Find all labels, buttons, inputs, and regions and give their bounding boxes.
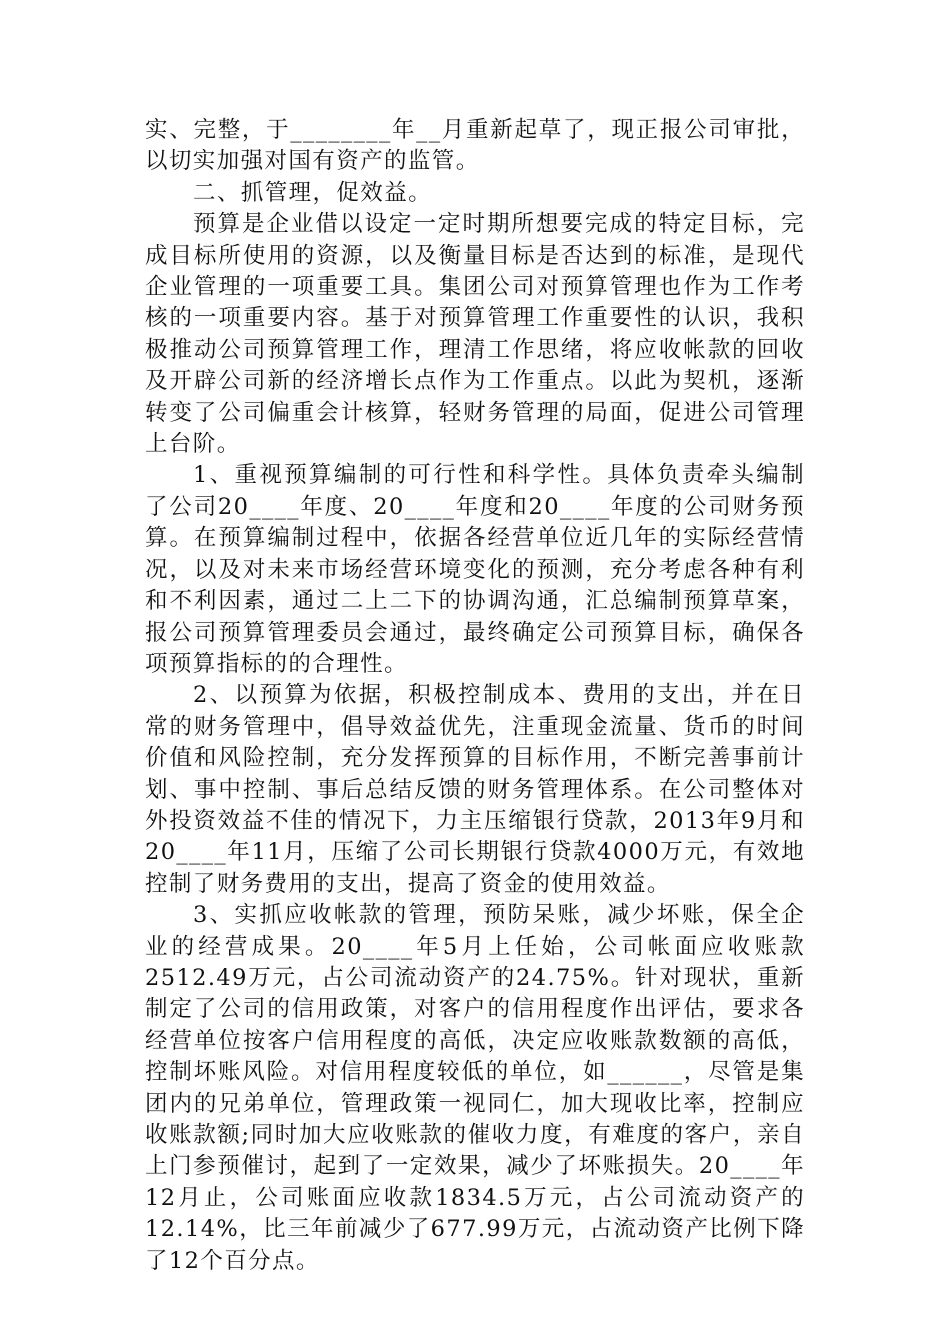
- paragraph-receivables: 3、实抓应收帐款的管理，预防呆账，减少坏账，保全企业的经营成果。20____年5月上任始，公司帐面应收账款2512.49万元，占公司流动资产的24.75%。针对现状，重新制定了公司的信用政策，对客户的信用程度作出评估，要求各经营单位按客户信用程度的高低，决定应收账款数额的高低，控制坏账风险。对信用程度较低的单位，如______，尽管是集团内的兄弟单位，管理政策一视同仁，加大现收比率，控制应收账款额;同时加大应收账款的催收力度，有难度的客户，亲自上门参预催讨，起到了一定效果，减少了坏账损失。20____年12月止，公司账面应收款1834.5万元，占公司流动资产的12.14%，比三年前减少了677.99万元，占流动资产比例下降了12个百分点。: [145, 902, 805, 1274]
- paragraph-budget-preparation: 1、重视预算编制的可行性和科学性。具体负责牵头编制了公司20____年度、20____年度和20____年度的公司财务预算。在预算编制过程中，依据各经营单位近几年的实际经营情况，以及对未来市场经营环境变化的预测，充分考虑各种有利和不利因素，通过二上二下的协调沟通，汇总编制预算草案，报公司预算管理委员会通过，最终确定公司预算目标，确保各项预算指标的的合理性。: [145, 462, 805, 677]
- paragraph-cost-control: 2、以预算为依据，积极控制成本、费用的支出，并在日常的财务管理中，倡导效益优先，注重现金流量、货币的时间价值和风险控制，充分发挥预算的目标作用，不断完善事前计划、事中控制、事后总结反馈的财务管理体系。在公司整体对外投资效益不佳的情况下，力主压缩银行贷款，2013年9月和20____年11月，压缩了公司长期银行贷款4000万元，有效地控制了财务费用的支出，提高了资金的使用效益。: [145, 682, 805, 897]
- document-body: [145, 115, 805, 1277]
- section-heading-management: 二、抓管理，促效益。: [193, 179, 433, 206]
- paragraph-budget-intro: 预算是企业借以设定一定时期所想要完成的特定目标，完成目标所使用的资源，以及衡量目标是否达到的标准，是现代企业管理的一项重要工具。集团公司对预算管理也作为工作考核的一项重要内容。基于对预算管理工作重要性的认识，我积极推动公司预算管理工作，理清工作思绪，将应收帐款的回收及开辟公司新的经济增长点作为工作重点。以此为契机，逐渐转变了公司偏重会计核算，轻财务管理的局面，促进公司管理上台阶。: [145, 211, 805, 458]
- paragraph-asset-report: 实、完整，于________年__月重新起草了，现正报公司审批，以切实加强对国有资产的监管。: [145, 117, 805, 175]
